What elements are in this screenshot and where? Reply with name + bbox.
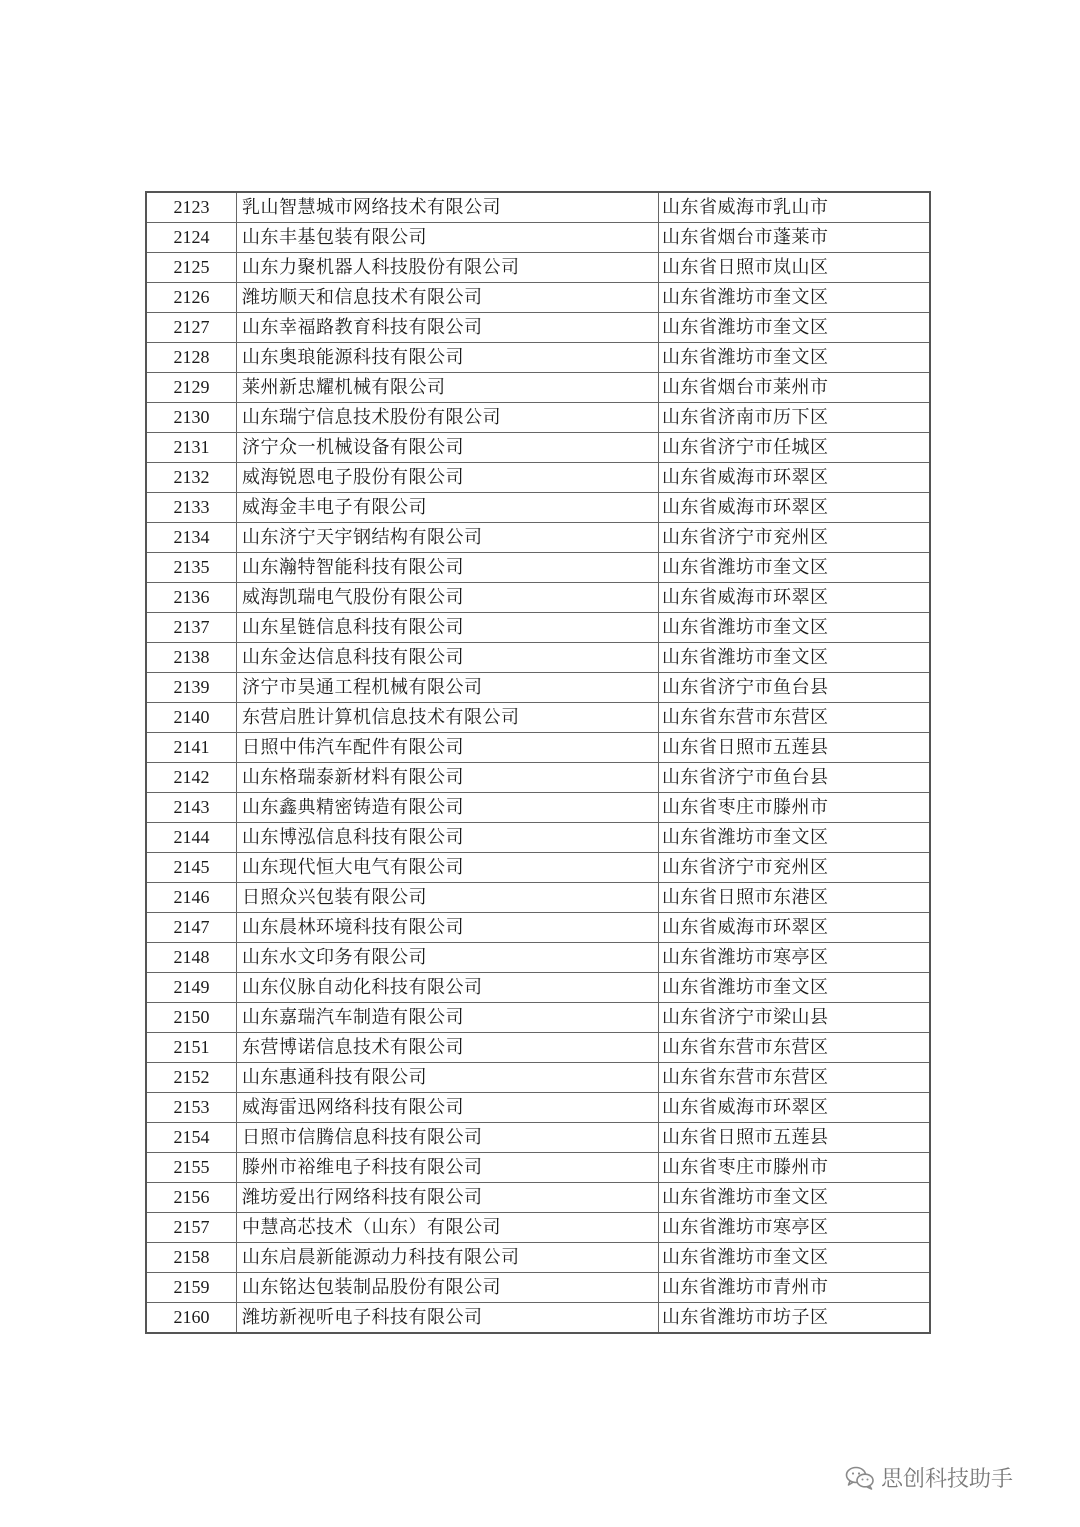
row-number: 2137 [146, 613, 237, 643]
row-number: 2135 [146, 553, 237, 583]
watermark [845, 1462, 1013, 1493]
row-number: 2133 [146, 493, 237, 523]
table-row [146, 883, 930, 913]
company-location: 山东省日照市五莲县 [659, 1123, 931, 1153]
table-row [146, 763, 930, 793]
row-number: 2143 [146, 793, 237, 823]
table-row [146, 1123, 930, 1153]
row-number: 2142 [146, 763, 237, 793]
table-row [146, 253, 930, 283]
table-row [146, 283, 930, 313]
table-row [146, 1303, 930, 1334]
company-name: 潍坊爱出行网络科技有限公司 [237, 1183, 659, 1213]
company-location: 山东省东营市东营区 [659, 1033, 931, 1063]
row-number: 2149 [146, 973, 237, 1003]
company-name: 东营启胜计算机信息技术有限公司 [237, 703, 659, 733]
row-number: 2154 [146, 1123, 237, 1153]
company-location: 山东省济宁市任城区 [659, 433, 931, 463]
table-row [146, 643, 930, 673]
row-number: 2139 [146, 673, 237, 703]
company-location: 山东省潍坊市奎文区 [659, 1183, 931, 1213]
company-name: 威海雷迅网络科技有限公司 [237, 1093, 659, 1123]
table-row [146, 403, 930, 433]
company-location: 山东省济宁市梁山县 [659, 1003, 931, 1033]
table-row [146, 913, 930, 943]
company-name: 山东星链信息科技有限公司 [237, 613, 659, 643]
company-location: 山东省潍坊市奎文区 [659, 313, 931, 343]
company-location: 山东省潍坊市奎文区 [659, 823, 931, 853]
row-number: 2144 [146, 823, 237, 853]
table-row [146, 1213, 930, 1243]
row-number: 2138 [146, 643, 237, 673]
row-number: 2140 [146, 703, 237, 733]
table-row [146, 1093, 930, 1123]
company-name: 潍坊顺天和信息技术有限公司 [237, 283, 659, 313]
table-row [146, 943, 930, 973]
row-number: 2157 [146, 1213, 237, 1243]
company-location: 山东省潍坊市坊子区 [659, 1303, 931, 1334]
company-location: 山东省烟台市蓬莱市 [659, 223, 931, 253]
company-location: 山东省潍坊市寒亭区 [659, 943, 931, 973]
table-row [146, 192, 930, 223]
row-number: 2141 [146, 733, 237, 763]
row-number: 2151 [146, 1033, 237, 1063]
row-number: 2132 [146, 463, 237, 493]
table-row [146, 703, 930, 733]
company-name: 山东济宁天宇钢结构有限公司 [237, 523, 659, 553]
table-row [146, 343, 930, 373]
table-row [146, 733, 930, 763]
company-name: 山东鑫典精密铸造有限公司 [237, 793, 659, 823]
company-location: 山东省潍坊市青州市 [659, 1273, 931, 1303]
company-name: 中慧高芯技术（山东）有限公司 [237, 1213, 659, 1243]
company-name: 济宁众一机械设备有限公司 [237, 433, 659, 463]
company-name: 山东嘉瑞汽车制造有限公司 [237, 1003, 659, 1033]
company-location: 山东省威海市乳山市 [659, 192, 931, 223]
row-number: 2160 [146, 1303, 237, 1334]
company-location: 山东省烟台市莱州市 [659, 373, 931, 403]
row-number: 2145 [146, 853, 237, 883]
company-name: 日照市信腾信息科技有限公司 [237, 1123, 659, 1153]
table-body [146, 192, 930, 1333]
row-number: 2152 [146, 1063, 237, 1093]
company-location: 山东省东营市东营区 [659, 703, 931, 733]
company-location: 山东省潍坊市奎文区 [659, 283, 931, 313]
company-location: 山东省威海市环翠区 [659, 583, 931, 613]
company-name: 东营博诺信息技术有限公司 [237, 1033, 659, 1063]
row-number: 2147 [146, 913, 237, 943]
table-row [146, 583, 930, 613]
company-name: 山东力聚机器人科技股份有限公司 [237, 253, 659, 283]
company-name: 日照众兴包装有限公司 [237, 883, 659, 913]
company-name: 山东金达信息科技有限公司 [237, 643, 659, 673]
company-location: 山东省枣庄市滕州市 [659, 1153, 931, 1183]
row-number: 2124 [146, 223, 237, 253]
company-location: 山东省威海市环翠区 [659, 1093, 931, 1123]
row-number: 2134 [146, 523, 237, 553]
table-row [146, 613, 930, 643]
row-number: 2125 [146, 253, 237, 283]
table-row [146, 553, 930, 583]
table-row [146, 1153, 930, 1183]
company-location: 山东省潍坊市寒亭区 [659, 1213, 931, 1243]
row-number: 2158 [146, 1243, 237, 1273]
company-location: 山东省威海市环翠区 [659, 463, 931, 493]
company-name: 威海金丰电子有限公司 [237, 493, 659, 523]
watermark-text: 思创科技助手 [881, 1467, 1014, 1492]
company-name: 山东幸福路教育科技有限公司 [237, 313, 659, 343]
company-location: 山东省潍坊市奎文区 [659, 553, 931, 583]
company-name: 潍坊新视听电子科技有限公司 [237, 1303, 659, 1334]
table-row [146, 853, 930, 883]
table-row [146, 673, 930, 703]
company-location: 山东省潍坊市奎文区 [659, 643, 931, 673]
company-name: 济宁市昊通工程机械有限公司 [237, 673, 659, 703]
company-name: 威海锐恩电子股份有限公司 [237, 463, 659, 493]
company-location: 山东省日照市东港区 [659, 883, 931, 913]
company-location: 山东省济宁市鱼台县 [659, 763, 931, 793]
row-number: 2127 [146, 313, 237, 343]
company-location: 山东省济南市历下区 [659, 403, 931, 433]
row-number: 2155 [146, 1153, 237, 1183]
table-row [146, 1033, 930, 1063]
company-list-table [145, 191, 931, 1334]
row-number: 2136 [146, 583, 237, 613]
row-number: 2146 [146, 883, 237, 913]
company-location: 山东省济宁市兖州区 [659, 523, 931, 553]
company-name: 山东瑞宁信息技术股份有限公司 [237, 403, 659, 433]
company-name: 山东铭达包装制品股份有限公司 [237, 1273, 659, 1303]
company-location: 山东省潍坊市奎文区 [659, 343, 931, 373]
company-location: 山东省潍坊市奎文区 [659, 973, 931, 1003]
company-name: 山东晨林环境科技有限公司 [237, 913, 659, 943]
row-number: 2129 [146, 373, 237, 403]
company-location: 山东省日照市五莲县 [659, 733, 931, 763]
table-row [146, 493, 930, 523]
company-name: 山东奥琅能源科技有限公司 [237, 343, 659, 373]
company-location: 山东省济宁市鱼台县 [659, 673, 931, 703]
table-row [146, 313, 930, 343]
company-location: 山东省日照市岚山区 [659, 253, 931, 283]
table-row [146, 823, 930, 853]
row-number: 2128 [146, 343, 237, 373]
row-number: 2131 [146, 433, 237, 463]
row-number: 2123 [146, 192, 237, 223]
company-name: 山东现代恒大电气有限公司 [237, 853, 659, 883]
company-name: 山东格瑞泰新材料有限公司 [237, 763, 659, 793]
company-location: 山东省济宁市兖州区 [659, 853, 931, 883]
company-name: 莱州新忠耀机械有限公司 [237, 373, 659, 403]
table-row [146, 463, 930, 493]
table-row [146, 1003, 930, 1033]
wechat-icon [845, 1465, 875, 1491]
row-number: 2156 [146, 1183, 237, 1213]
company-name: 山东丰基包装有限公司 [237, 223, 659, 253]
table-row [146, 433, 930, 463]
company-name: 日照中伟汽车配件有限公司 [237, 733, 659, 763]
row-number: 2150 [146, 1003, 237, 1033]
company-name: 滕州市裕维电子科技有限公司 [237, 1153, 659, 1183]
row-number: 2130 [146, 403, 237, 433]
row-number: 2148 [146, 943, 237, 973]
table-row [146, 1243, 930, 1273]
company-location: 山东省威海市环翠区 [659, 493, 931, 523]
company-location: 山东省潍坊市奎文区 [659, 613, 931, 643]
table-row [146, 223, 930, 253]
company-name: 山东仪脉自动化科技有限公司 [237, 973, 659, 1003]
row-number: 2126 [146, 283, 237, 313]
table-row [146, 1063, 930, 1093]
company-name: 威海凯瑞电气股份有限公司 [237, 583, 659, 613]
table-row [146, 1183, 930, 1213]
table-row [146, 1273, 930, 1303]
company-name: 山东启晨新能源动力科技有限公司 [237, 1243, 659, 1273]
company-name: 山东水文印务有限公司 [237, 943, 659, 973]
company-location: 山东省潍坊市奎文区 [659, 1243, 931, 1273]
table-row [146, 973, 930, 1003]
company-name: 乳山智慧城市网络技术有限公司 [237, 192, 659, 223]
company-name: 山东瀚特智能科技有限公司 [237, 553, 659, 583]
company-location: 山东省威海市环翠区 [659, 913, 931, 943]
table-row [146, 523, 930, 553]
company-name: 山东博泓信息科技有限公司 [237, 823, 659, 853]
company-name: 山东惠通科技有限公司 [237, 1063, 659, 1093]
row-number: 2159 [146, 1273, 237, 1303]
table-row [146, 793, 930, 823]
company-location: 山东省枣庄市滕州市 [659, 793, 931, 823]
company-location: 山东省东营市东营区 [659, 1063, 931, 1093]
row-number: 2153 [146, 1093, 237, 1123]
table-row [146, 373, 930, 403]
